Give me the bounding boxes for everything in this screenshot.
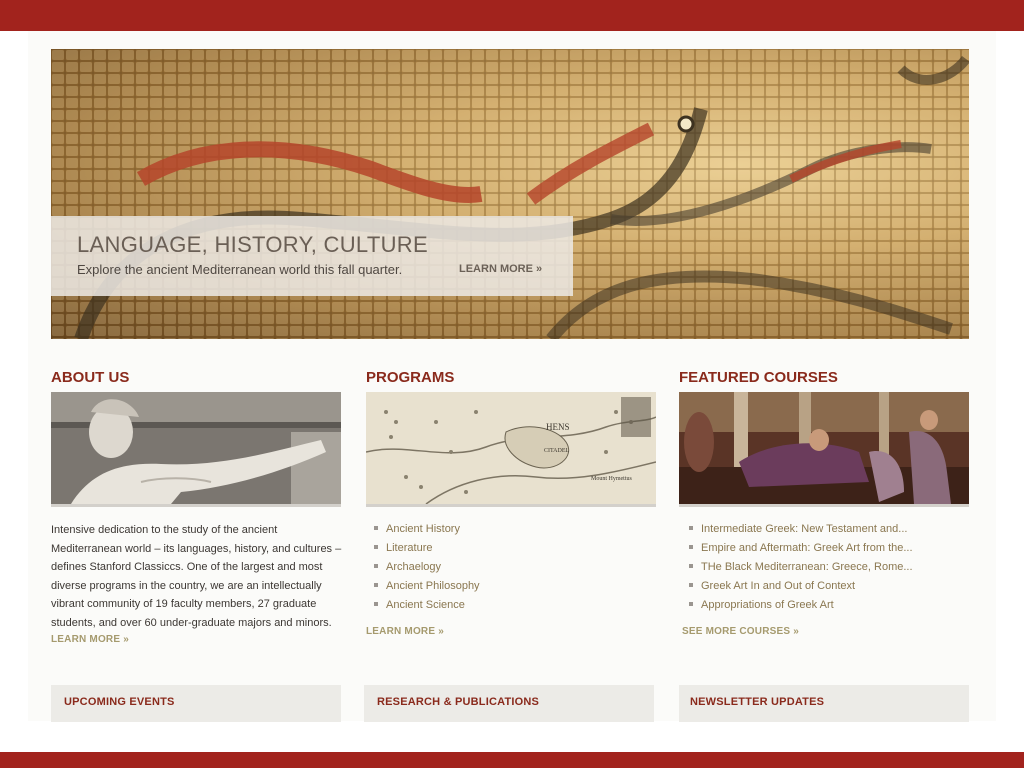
bullet-icon [374,583,378,587]
newsletter-updates-heading[interactable]: NEWSLETTER UPDATES [690,696,825,708]
about-description: Intensive dedication to the study of the ancient Mediterranean world – its languages, history, and cultures – defines Stanford Classiccs. One of the largest and most diverse programs in the country, we are an intellectually vibrant community of 19 faculty members, 27 graduate students, and over 60 under-graduate majors and minors. [51,524,342,629]
list-item[interactable]: Ancient Philosophy [374,578,480,597]
list-item[interactable]: Archaelogy [374,559,480,578]
map-label-hymettus: Mount Hymettus [591,476,632,482]
about-learn-more-link[interactable]: LEARN MORE » [51,634,129,645]
hero-learn-more-link[interactable]: LEARN MORE » [459,263,543,275]
hero-subtitle: Explore the ancient Mediterranean world this fall quarter. [77,262,403,277]
programs-map-image [366,392,656,507]
featured-courses-heading: FEATURED COURSES [679,369,838,386]
list-item[interactable]: THe Black Mediterranean: Greece, Rome... [689,559,913,578]
bullet-icon [374,526,378,530]
list-item[interactable]: Intermediate Greek: New Testament and... [689,521,913,540]
list-item[interactable]: Greek Art In and Out of Context [689,578,913,597]
map-label-hens: HENS [546,422,570,432]
bottom-brand-bar [0,752,1024,768]
top-brand-bar [0,0,1024,31]
courses-painting-image [679,392,969,507]
list-item[interactable]: Literature [374,540,480,559]
research-publications-heading[interactable]: RESEARCH & PUBLICATIONS [377,696,540,708]
bullet-icon [689,545,693,549]
list-item[interactable]: Empire and Aftermath: Greek Art from the... [689,540,913,559]
about-statue-image [51,392,341,507]
programs-list [374,521,480,616]
courses-list [689,521,913,616]
bullet-icon [689,602,693,606]
map-label-citadel: CITADEL [544,448,570,454]
bullet-icon [374,602,378,606]
see-more-courses-link[interactable]: SEE MORE COURSES » [682,626,799,637]
upcoming-events-heading[interactable]: UPCOMING EVENTS [64,696,175,708]
bullet-icon [374,545,378,549]
bullet-icon [689,564,693,568]
about-us-heading: ABOUT US [51,369,130,386]
list-item[interactable]: Appropriations of Greek Art [689,597,913,616]
programs-heading: PROGRAMS [366,369,455,386]
bullet-icon [689,583,693,587]
programs-learn-more-link[interactable]: LEARN MORE » [366,626,444,637]
hero-title: LANGUAGE, HISTORY, CULTURE [77,232,428,257]
list-item[interactable]: Ancient Science [374,597,480,616]
bullet-icon [689,526,693,530]
list-item[interactable]: Ancient History [374,521,480,540]
bullet-icon [374,564,378,568]
